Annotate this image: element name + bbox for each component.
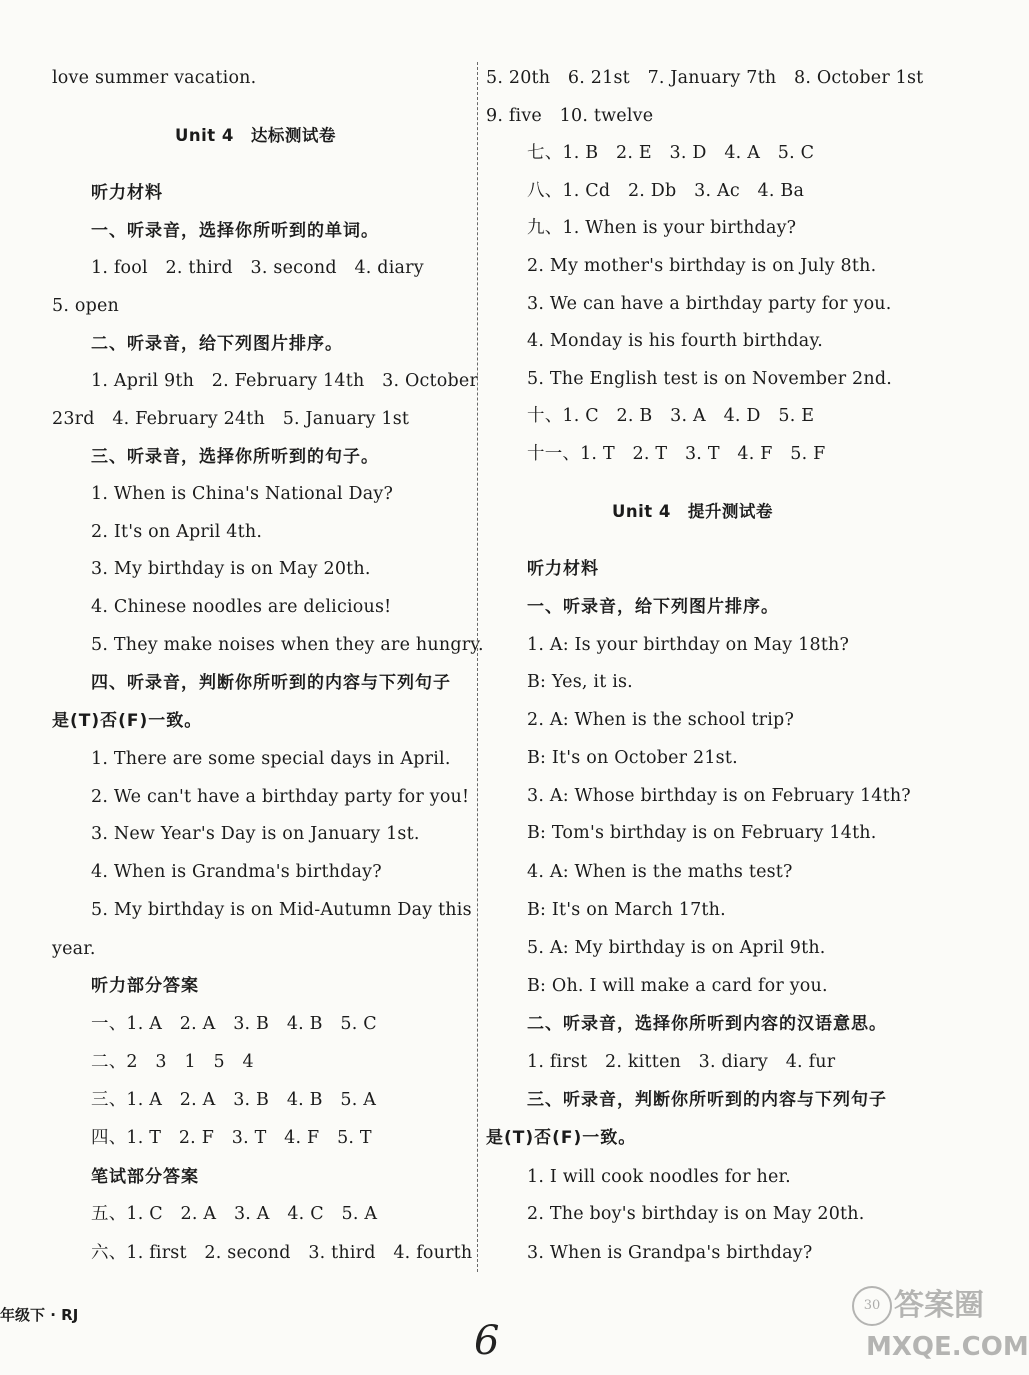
text-line: B: Oh. I will make a card for you. — [527, 976, 828, 996]
text-line: 3. New Year's Day is on January 1st. — [91, 824, 420, 844]
text-line: 23rd 4. February 24th 5. January 1st — [52, 409, 410, 429]
question-instruction: 二、听录音，选择你所听到内容的汉语意思。 — [527, 1014, 887, 1034]
text-line: 3. When is Grandpa's birthday? — [527, 1243, 813, 1263]
question-instruction: 三、听录音，选择你所听到的句子。 — [91, 447, 379, 467]
text-line: 1. There are some special days in April. — [91, 749, 451, 769]
text-line: 2. The boy's birthday is on May 20th. — [527, 1204, 865, 1224]
text-line: B: It's on March 17th. — [527, 900, 726, 920]
text-line: B: It's on October 21st. — [527, 748, 738, 768]
column-divider — [477, 62, 478, 1272]
text-line: year. — [52, 939, 96, 959]
question-instruction: 二、听录音，给下列图片排序。 — [91, 334, 343, 354]
section-heading: 听力材料 — [91, 183, 163, 203]
answer-line: 一、1. A 2. A 3. B 4. B 5. C — [91, 1014, 377, 1034]
question-instruction: 是(T)否(F)一致。 — [486, 1128, 637, 1148]
answer-line: 九、1. When is your birthday? — [527, 218, 797, 238]
answer-line: 9. five 10. twelve — [486, 106, 654, 126]
answer-line: 五、1. C 2. A 3. A 4. C 5. A — [91, 1204, 378, 1224]
answer-line: 十、1. C 2. B 3. A 4. D 5. E — [527, 406, 815, 426]
answer-line: 十一、1. T 2. T 3. T 4. F 5. F — [527, 444, 826, 464]
watermark-url: MXQE.COM — [866, 1332, 1029, 1362]
text-line: 4. When is Grandma's birthday? — [91, 862, 382, 882]
section-heading: 听力部分答案 — [91, 976, 199, 996]
text-line: 2. We can't have a birthday party for you! — [91, 787, 470, 807]
page-number: 6 — [474, 1318, 500, 1364]
section-title: Unit 4 提升测试卷 — [612, 502, 773, 521]
answer-line: 三、1. A 2. A 3. B 4. B 5. A — [91, 1090, 377, 1110]
text-line: 2. A: When is the school trip? — [527, 710, 795, 730]
text-line: 4. Monday is his fourth birthday. — [527, 331, 823, 351]
question-instruction: 是(T)否(F)一致。 — [52, 711, 203, 731]
text-line: B: Tom's birthday is on February 14th. — [527, 823, 877, 843]
answer-line: 四、1. T 2. F 3. T 4. F 5. T — [91, 1128, 372, 1148]
watermark-title: 答案圈 — [894, 1288, 984, 1323]
watermark-badge: 30 — [852, 1286, 892, 1326]
text-line: 1. A: Is your birthday on May 18th? — [527, 635, 850, 655]
section-heading: 听力材料 — [527, 559, 599, 579]
question-instruction: 一、听录音，给下列图片排序。 — [527, 597, 779, 617]
text-line: 5. A: My birthday is on April 9th. — [527, 938, 826, 958]
text-line: 5. They make noises when they are hungry. — [91, 635, 484, 655]
footer-grade-label: 年级下 · RJ — [0, 1306, 79, 1324]
question-instruction: 三、听录音，判断你所听到的内容与下列句子 — [527, 1090, 887, 1110]
answer-line: 八、1. Cd 2. Db 3. Ac 4. Ba — [527, 181, 805, 201]
text-line: 4. Chinese noodles are delicious! — [91, 597, 392, 617]
text-line: 1. fool 2. third 3. second 4. diary — [91, 258, 424, 278]
section-title: Unit 4 达标测试卷 — [175, 126, 336, 145]
text-line: B: Yes, it is. — [527, 672, 633, 692]
text-line: 3. A: Whose birthday is on February 14th? — [527, 786, 911, 806]
text-line: 3. We can have a birthday party for you. — [527, 294, 892, 314]
section-heading: 笔试部分答案 — [91, 1167, 199, 1187]
answer-line: 七、1. B 2. E 3. D 4. A 5. C — [527, 143, 815, 163]
text-line: 1. When is China's National Day? — [91, 484, 394, 504]
answer-line: 5. 20th 6. 21st 7. January 7th 8. October 1st — [486, 68, 924, 88]
text-line: 5. The English test is on November 2nd. — [527, 369, 892, 389]
text-line: 1. April 9th 2. February 14th 3. October — [91, 371, 479, 391]
answer-line: 六、1. first 2. second 3. third 4. fourth — [91, 1243, 473, 1263]
watermark-logo — [830, 1270, 1029, 1375]
text-line: 3. My birthday is on May 20th. — [91, 559, 371, 579]
question-instruction: 四、听录音，判断你所听到的内容与下列句子 — [91, 673, 451, 693]
text-line: 5. open — [52, 296, 120, 316]
question-instruction: 一、听录音，选择你所听到的单词。 — [91, 221, 379, 241]
text-line: 2. My mother's birthday is on July 8th. — [527, 256, 877, 276]
text-line: 1. I will cook noodles for her. — [527, 1167, 791, 1187]
answer-line: 二、2 3 1 5 4 — [91, 1052, 254, 1072]
text-line: 5. My birthday is on Mid-Autumn Day this — [91, 900, 472, 920]
text-line: 4. A: When is the maths test? — [527, 862, 793, 882]
text-line: 2. It's on April 4th. — [91, 522, 263, 542]
text-line: 1. first 2. kitten 3. diary 4. fur — [527, 1052, 836, 1072]
text-line: love summer vacation. — [52, 68, 257, 88]
